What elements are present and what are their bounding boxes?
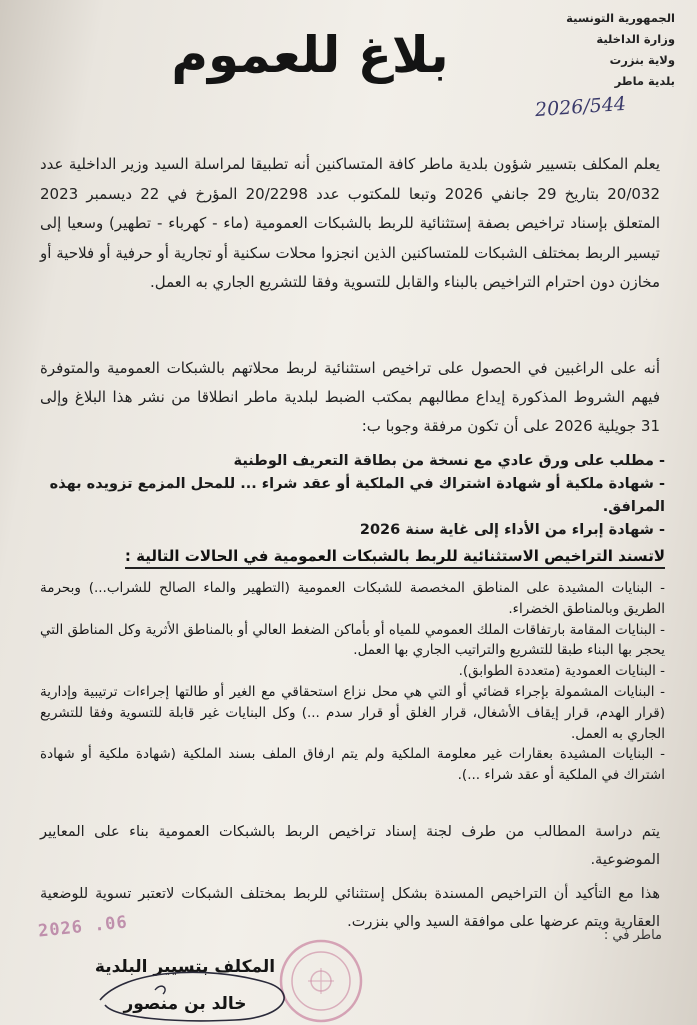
list-item: - مطلب على ورق عادي مع نسخة من بطاقة التعريف الوطنية <box>233 453 665 469</box>
required-documents-list <box>40 450 665 542</box>
intro-paragraph: يعلم المكلف بتسيير شؤون بلدية ماطر كافة المتساكنين أنه تطبيقا لمراسلة السيد وزير الداخلية عدد 20/032 بتاريخ 29 جانفي 2026 وتبعا للمكتوب عدد 20/2298 المؤرخ في 22 ديسمبر 2023 المتعلق بإسناد تراخيص بصفة إستثنائية للربط بالشبكات العمومية (ماء - كهرباء - تطهير) وسعيا إلى تيسير الربط بمختلف الشبكات للمتساكنين الذين انجزوا محلات سكنية أو تجارية أو حرفية أو فلاحية أو مخازن دون احترام التراخيص بالبناء والقابل للتسوية وفقا للتشريع الجاري به العمل. <box>40 155 661 291</box>
list-item: - البنايات العمودية (متعددة الطوابق). <box>458 663 665 680</box>
place-date-line: ماطر في : <box>603 928 662 943</box>
signatory-title: المكلف بتسيير البلدية <box>94 957 276 977</box>
list-item: - شهادة ملكية أو شهادة اشتراك في الملكية أو عقد شراء ... للمحل المزمع تزويده بهذه المرافق. <box>49 476 665 515</box>
request-paragraph: أنه على الراغبين في الحصول على تراخيص استثنائية لربط محلاتهم بالشبكات العمومية والمتوفرة فيهم الشروط المذكورة إيداع مطالبهم بمكتب الضبط لبلدية ماطر انطلاقا من نشر هذا البلاغ وإلى 31 جويلية 2026 على أن تكون مرفقة وجوبا ب: <box>40 359 660 435</box>
header-governorate: ولاية بنزرت <box>609 53 675 67</box>
note-paragraph: هذا مع التأكيد أن التراخيص المسندة بشكل إستثنائي للربط بمختلف الشبكات لاتعتبر تسوية للوضعية العقارية ويتم عرضها على موافقة السيد والي بنزرت. <box>40 886 660 930</box>
list-item: - البنايات المقامة بارتفاقات الملك العمومي للمياه أو بأماكن الضغط العالي أو بالمناطق الأثرية وكل المناطق التي يحجر بها البناء طبقا للتشريع والتراتيب الجاري بها العمل. <box>40 621 665 659</box>
list-item: - البنايات المشيدة بعقارات غير معلومة الملكية ولم يتم ارفاق الملف بسند الملكية (شهادة ملكية أو شهادة اشتراك في الملكية أو عقد شراء ...). <box>40 746 665 784</box>
list-item: - البنايات المشيدة على المناطق المخصصة للشبكات العمومية (التطهير والماء الصالح للشراب...) وبحرمة الطريق وبالمناطق الخضراء. <box>40 580 665 617</box>
list-item: - البنايات المشمولة بإجراء قضائي أو التي هي محل نزاع استحقاقي مع الغير أو طالتها إجراءات ترتيبية وإدارية (قرار الهدم، قرار إيقاف الأشغال، قرار الغلق أو قرار سدم ...) وكل البنايات غير قابلة للتسوية وفقا للتشريع الجاري به العمل. <box>40 683 665 742</box>
exclusions-list <box>40 578 665 786</box>
committee-paragraph: يتم دراسة المطالب من طرف لجنة إسناد تراخيص الربط بالشبكات العمومية بناء على المعايير الموضوعية. <box>40 824 660 868</box>
signatory-name: خالد بن منصور <box>123 994 247 1014</box>
header-republic: الجمهورية التونسية <box>566 11 675 25</box>
handwritten-signature <box>85 960 315 1025</box>
list-item: - شهادة إبراء من الأداء إلى غاية سنة 2026 <box>359 522 665 538</box>
reference-number: 2026/544 <box>534 92 627 122</box>
date-stamp: 2026 .06 <box>37 912 129 942</box>
page-title: بلاغ للعموم <box>171 26 449 84</box>
header-municipality: بلدية ماطر <box>614 74 675 88</box>
official-header <box>525 8 675 92</box>
header-ministry: وزارة الداخلية <box>596 32 675 46</box>
exclusions-heading <box>60 547 665 565</box>
exclusions-heading-text: لاتسند التراخيص الاستثنائية للربط بالشبكات العمومية في الحالات التالية : <box>125 547 665 569</box>
